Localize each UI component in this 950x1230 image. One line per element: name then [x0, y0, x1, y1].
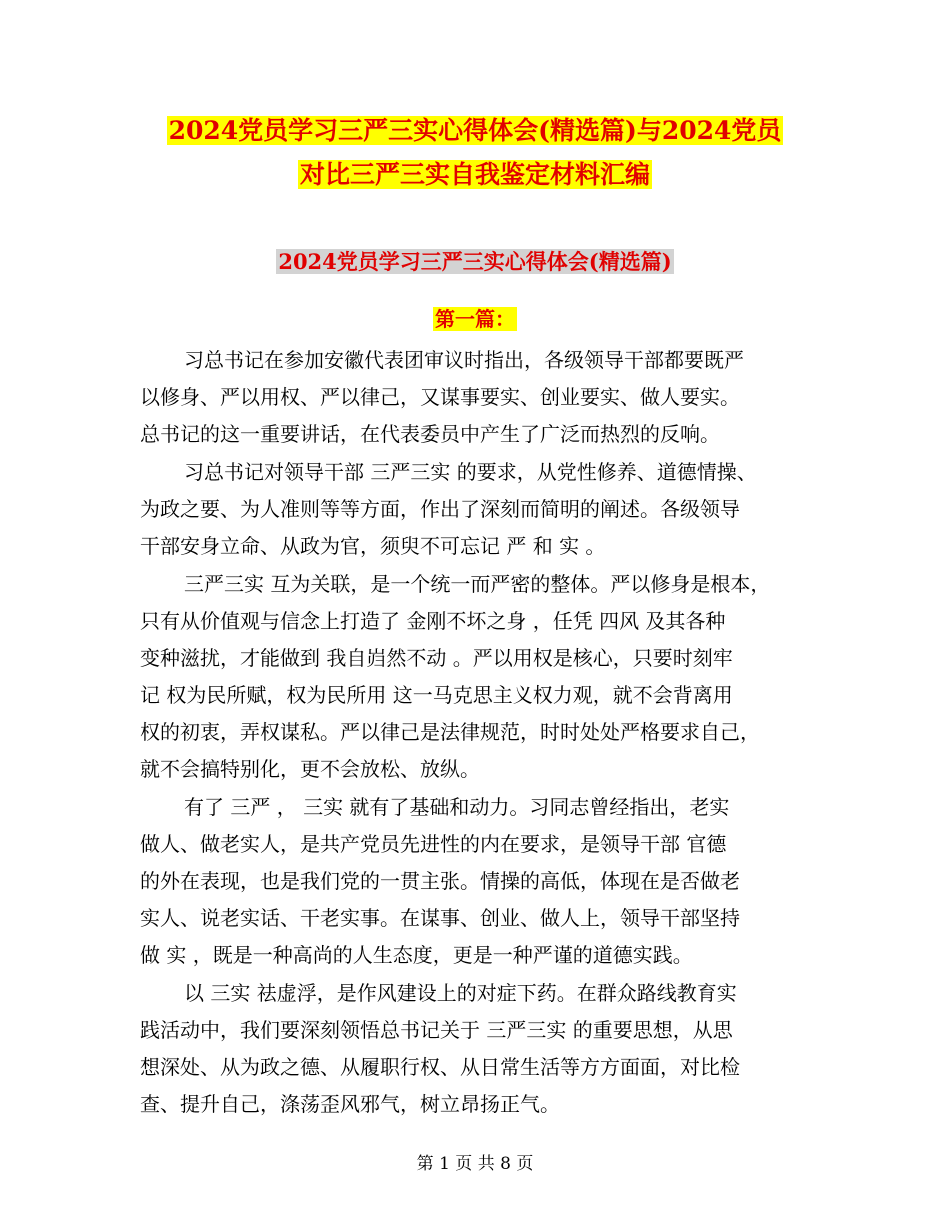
body-line: 变种滋扰，才能做到 我自岿然不动 。严以用权是核心，只要时刻牢: [140, 646, 733, 670]
body-line: 只有从价值观与信念上打造了 金刚不坏之身 ，任凭 四风 及其各种: [140, 609, 726, 633]
body-paragraph: [140, 342, 810, 453]
body-line: 三严三实 互为关联，是一个统一而严密的整体。严以修身是根本，: [184, 572, 771, 596]
page-footer: 第 1 页 共 8 页: [416, 1154, 534, 1174]
body-line: 干部安身立命、从政为官，须臾不可忘记 严 和 实 。: [140, 534, 606, 558]
chapter-heading: [100, 304, 850, 334]
body-line: 以 三实 祛虚浮，是作风建设上的对症下药。在群众路线教育实: [184, 981, 737, 1005]
body-text: [140, 342, 810, 1124]
body-line: 为政之要、为人准则等等方面，作出了深刻而简明的阐述。各级领导: [140, 497, 740, 521]
body-line: 习总书记对领导干部 三严三实 的要求，从党性修养、道德情操、: [184, 460, 757, 484]
body-line: 做人、做老实人，是共产党员先进性的内在要求，是领导干部 官德: [140, 832, 727, 856]
document-title-line-2: [100, 156, 850, 194]
body-paragraph: [140, 789, 810, 974]
body-line: 权的初衷，弄权谋私。严以律己是法律规范，时时处处严格要求自己，: [140, 720, 760, 744]
body-line: 查、提升自己，涤荡歪风邪气，树立昂扬正气。: [140, 1092, 560, 1116]
body-line: 记 权为民所赋，权为民所用 这一马克思主义权力观，就不会背离用: [140, 683, 733, 707]
section-subtitle: [100, 246, 850, 278]
body-line: 做 实 ，既是一种高尚的人生态度，更是一种严谨的道德实践。: [140, 943, 693, 967]
body-line: 有了 三严 ， 三实 就有了基础和动力。习同志曾经指出，老实: [184, 795, 730, 819]
body-line: 习总书记在参加安徽代表团审议时指出，各级领导干部都要既严: [184, 348, 744, 372]
document-title-line-1-text: 2024党员学习三严三实心得体会(精选篇)与2024党员: [168, 116, 782, 145]
body-line: 总书记的这一重要讲话，在代表委员中产生了广泛而热烈的反响。: [140, 422, 720, 446]
body-line: 的外在表现，也是我们党的一贯主张。情操的高低，体现在是否做老: [140, 869, 740, 893]
document-title-line-2-text: 对比三严三实自我鉴定材料汇编: [299, 160, 650, 189]
body-paragraph: [140, 566, 810, 788]
body-line: 实人、说老实话、干老实事。在谋事、创业、做人上，领导干部坚持: [140, 906, 740, 930]
section-subtitle-text: 2024党员学习三严三实心得体会(精选篇): [278, 249, 672, 274]
chapter-heading-text: 第一篇：: [435, 307, 515, 331]
body-line: 想深处、从为政之德、从履职行权、从日常生活等方方面面，对比检: [140, 1055, 740, 1079]
body-paragraph: [140, 975, 810, 1123]
document-title-line-1: [100, 112, 850, 150]
body-line: 践活动中，我们要深刻领悟总书记关于 三严三实 的重要思想，从思: [140, 1018, 733, 1042]
body-line: 以修身、严以用权、严以律己，又谋事要实、创业要实、做人要实。: [140, 385, 740, 409]
body-paragraph: [140, 454, 810, 565]
body-line: 就不会搞特别化，更不会放松、放纵。: [140, 757, 480, 781]
